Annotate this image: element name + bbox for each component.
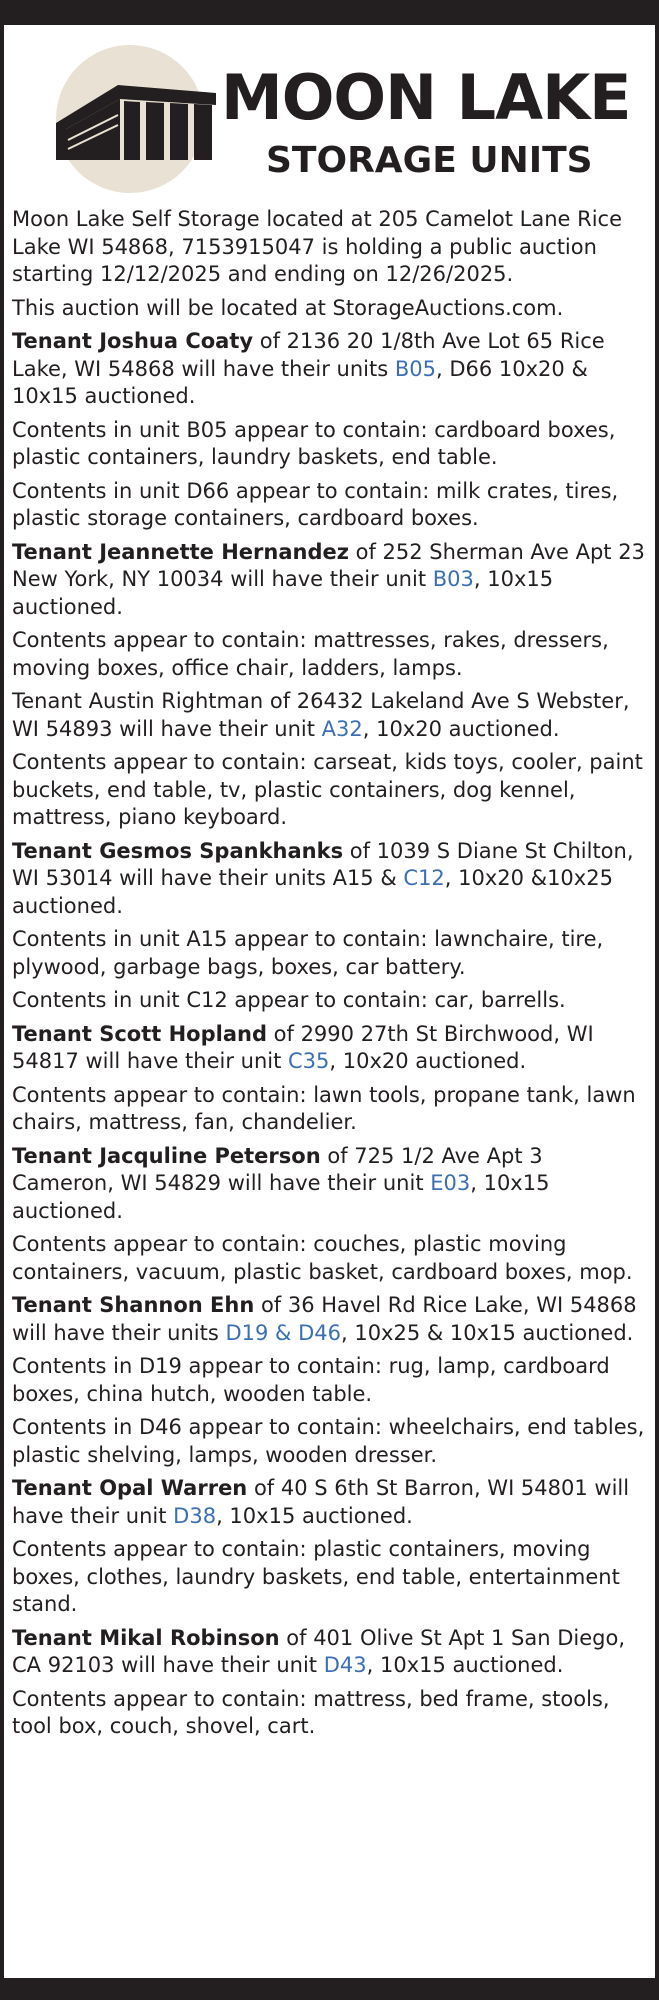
unit-details: , 10x25 & 10x15 auctioned. [340,1320,634,1345]
tenant-name: Tenant Opal Warren [12,1476,248,1500]
contents-paragraph: Contents in D46 appear to contain: wheelchairs, end tables, plastic shelving, lamps, wooden dresser. [12,1415,645,1467]
tenant-paragraph [12,1143,648,1226]
contents-paragraph: Contents in unit B05 appear to contain: cardboard boxes, plastic containers, laundry baskets, end table. [12,417,616,469]
contents-paragraph: Contents appear to contain: carseat, kids toys, cooler, paint buckets, end table, tv, plastic containers, dog kennel, mattress, piano keyboard. [12,750,643,829]
contents-paragraph: Contents in unit D66 appear to contain: milk crates, tires, plastic storage containers, cardboard boxes. [12,478,619,530]
tenant-address: of 725 1/2 Ave Apt 3 Cameron, WI 54829 will have their unit [12,1143,543,1195]
tenant-address: of 40 S 6th St Barron, WI 54801 will have their unit [12,1476,630,1528]
tenant-name: Tenant Jacquline Peterson [12,1143,321,1168]
unit-details: , 10x20 auctioned. [329,1049,527,1073]
unit-link[interactable]: B05 [394,356,436,381]
unit-details: , 10x15 auctioned. [12,567,554,619]
tenant-address: of 36 Havel Rd Rice Lake, WI 54868 will have their units [12,1293,637,1345]
unit-link[interactable]: D38 [173,1503,217,1528]
tenant-name: Tenant Shannon Ehn [12,1293,255,1317]
contents-paragraph: Contents in D19 appear to contain: rug, lamp, cardboard boxes, china hutch, wooden table. [12,1354,610,1406]
contents-paragraph: Contents appear to contain: plastic containers, moving boxes, clothes, laundry baskets, end table, entertainment stand. [12,1537,620,1616]
location-paragraph: This auction will be located at StorageAuctions.com. [12,295,564,320]
tenant-paragraph [12,1625,648,1680]
moon-lake-logo [56,45,631,195]
unit-link[interactable]: A32 [321,716,363,741]
tenant-address: of 2136 20 1/8th Ave Lot 65 Rice Lake, WI 54868 will have their units [12,329,605,381]
tenant-address: of 252 Sherman Ave Apt 23 New York, NY 10034 will have their unit [12,539,645,591]
notice-body [12,206,648,1747]
unit-details: , 10x15 auctioned. [216,1503,413,1528]
logo-title: MOON LAKE [221,61,631,134]
tenant-name: Tenant Joshua Coaty [12,329,254,353]
contents-paragraph: Contents in unit A15 appear to contain: lawnchaire, tire, plywood, garbage bags, boxes, car battery. [12,927,604,979]
tenant-paragraph [12,539,648,622]
tenant-address: Tenant Austin Rightman of 26432 Lakeland Ave S Webster, WI 54893 will have their unit [12,689,630,741]
tenant-paragraph [12,1021,648,1076]
tenant-paragraph [12,688,648,743]
contents-paragraph: Contents in unit C12 appear to contain: car, barrells. [12,988,566,1012]
unit-link[interactable]: C12 [403,866,445,890]
tenant-name: Tenant Mikal Robinson [12,1625,280,1650]
tenant-name: Tenant Gesmos Spankhanks [12,838,344,863]
unit-link[interactable]: D19 & D46 [225,1320,341,1345]
tenant-paragraph [12,1475,648,1530]
contents-paragraph: Contents appear to contain: lawn tools, propane tank, lawn chairs, mattress, fan, chandelier. [12,1082,636,1134]
contents-paragraph: Contents appear to contain: couches, plastic moving containers, vacuum, plastic basket, cardboard boxes, mop. [12,1232,633,1284]
unit-link[interactable]: D43 [323,1653,367,1677]
unit-details: , D66 10x20 & 10x15 auctioned. [12,356,588,408]
contents-paragraph: Contents appear to contain: mattress, bed frame, stools, tool box, couch, shovel, cart. [12,1686,610,1738]
tenant-address: of 1039 S Diane St Chilton, WI 53014 will have their units A15 & [12,838,634,890]
tenant-address: of 401 Olive St Apt 1 San Diego, CA 92103 will have their unit [12,1625,626,1677]
unit-details: , 10x15 auctioned. [12,1171,550,1223]
logo-subtitle: STORAGE UNITS [266,140,593,181]
tenant-name: Tenant Scott Hopland [12,1021,267,1046]
tenant-paragraph [12,1292,648,1347]
tenant-paragraph [12,838,648,921]
contents-paragraph: Contents appear to contain: mattresses, rakes, dressers, moving boxes, office chair, ladders, lamps. [12,628,609,680]
unit-link[interactable]: C35 [288,1049,330,1073]
unit-link[interactable]: E03 [430,1171,471,1195]
tenant-paragraph [12,328,648,411]
unit-link[interactable]: B03 [432,567,474,591]
unit-details: , 10x20 &10x25 auctioned. [12,866,613,918]
unit-details: , 10x15 auctioned. [366,1653,564,1677]
unit-details: , 10x20 auctioned. [362,716,560,741]
tenant-address: of 2990 27th St Birchwood, WI 54817 will have their unit [12,1021,594,1073]
storage-building-icon [56,85,216,160]
tenant-name: Tenant Jeannette Hernandez [12,539,349,564]
intro-paragraph: Moon Lake Self Storage located at 205 Camelot Lane Rice Lake WI 54868, 7153915047 is holding a public auction starting 12/12/2025 and ending on 12/26/2025. [12,207,623,286]
notice-page [4,25,655,1978]
